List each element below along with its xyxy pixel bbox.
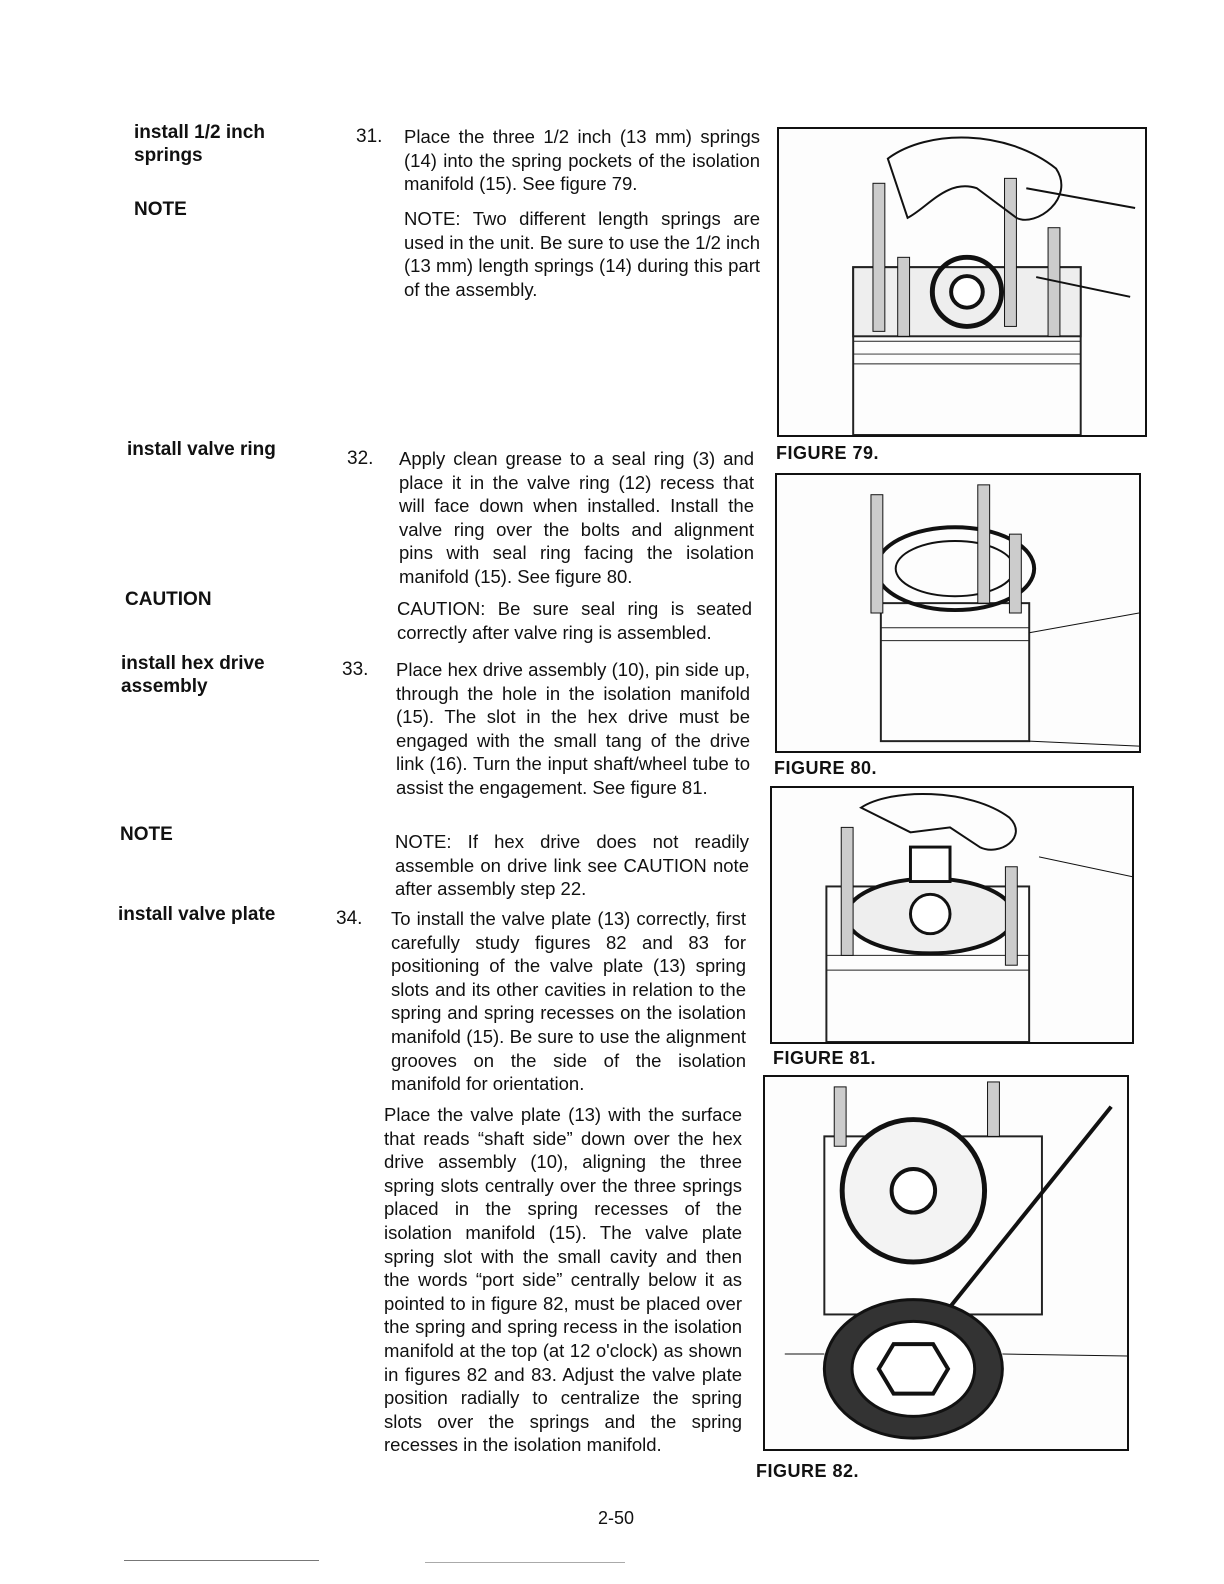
figure-81-image: [770, 786, 1134, 1044]
step-31-text: Place the three 1/2 inch (13 mm) springs (14) into the spring pockets of the isolation manifold (15). See figure 79.: [404, 126, 760, 195]
scan-artifact-line-right: [425, 1562, 625, 1563]
step-34-continued-text: Place the valve plate (13) with the surface that reads “shaft side” down over the hex drive assembly (10), aligning the three spring slots centrally over the three springs placed in the spring recesses of the isolation manifold (15). The valve plate spring slot with the small cavity and then the words “port side” centrally below it as pointed to in figure 82, must be placed over the spring and spring recess in the isolation manifold at the top (at 12 o'clock) as shown in figures 82 and 83. Adjust the valve plate position radially to centralize the spring slots over the springs and the spring recesses in the isolation manifold.: [384, 1104, 742, 1456]
figure-79-caption: FIGURE 79.: [776, 443, 880, 463]
sidehead-install-springs: install 1/2 inch springs: [134, 122, 265, 166]
figure-80-caption: FIGURE 80.: [774, 758, 878, 778]
step-number-32: 32.: [347, 448, 374, 469]
figure-80-image: [775, 473, 1141, 753]
sidehead-caution: CAUTION: [125, 589, 212, 610]
figure-79-image: [777, 127, 1147, 437]
page-number: 2-50: [598, 1508, 635, 1528]
sidehead-note-1: NOTE: [134, 199, 187, 220]
sidehead-install-valve-ring: install valve ring: [127, 439, 276, 460]
step-number-31: 31.: [356, 126, 383, 147]
sidehead-install-hex-drive: install hex drive assembly: [121, 653, 265, 697]
figure-82-caption: FIGURE 82.: [756, 1461, 860, 1481]
scan-artifact-line-left: [124, 1560, 319, 1561]
note-33-text: NOTE: If hex drive does not readily assemble on drive link see CAUTION note after assembly step 22.: [395, 831, 749, 900]
figure-81-caption: FIGURE 81.: [773, 1048, 877, 1068]
step-32-text: Apply clean grease to a seal ring (3) and place it in the valve ring (12) recess that will face down when installed. Install the valve ring over the bolts and alignment pins with seal ring facing the isolation manifold (15). See figure 80.: [399, 448, 754, 587]
step-number-33: 33.: [342, 659, 369, 680]
step-33-text: Place hex drive assembly (10), pin side up, through the hole in the isolation manifold (15). The slot in the hex drive must be engaged with the small tang of the drive link (16). Turn the input shaft/wheel tube to assist the engagement. See figure 81.: [396, 659, 750, 798]
sidehead-install-valve-plate: install valve plate: [118, 904, 276, 925]
sidehead-note-2: NOTE: [120, 824, 173, 845]
figure-82-image: [763, 1075, 1129, 1451]
note-31-text: NOTE: Two different length springs are used in the unit. Be sure to use the 1/2 inch (13 mm) length springs (14) during this part of the assembly.: [404, 208, 760, 300]
step-number-34: 34.: [336, 908, 363, 929]
step-34-text: To install the valve plate (13) correctly, first carefully study figures 82 and 83 for positioning of the valve plate (13) spring slots and its other cavities in relation to the spring and spring recesses on the isolation manifold (15). Be sure to use the alignment grooves on the side of the isolation manifold for orientation.: [391, 908, 746, 1095]
caution-32-text: CAUTION: Be sure seal ring is seated correctly after valve ring is assembled.: [397, 598, 752, 643]
